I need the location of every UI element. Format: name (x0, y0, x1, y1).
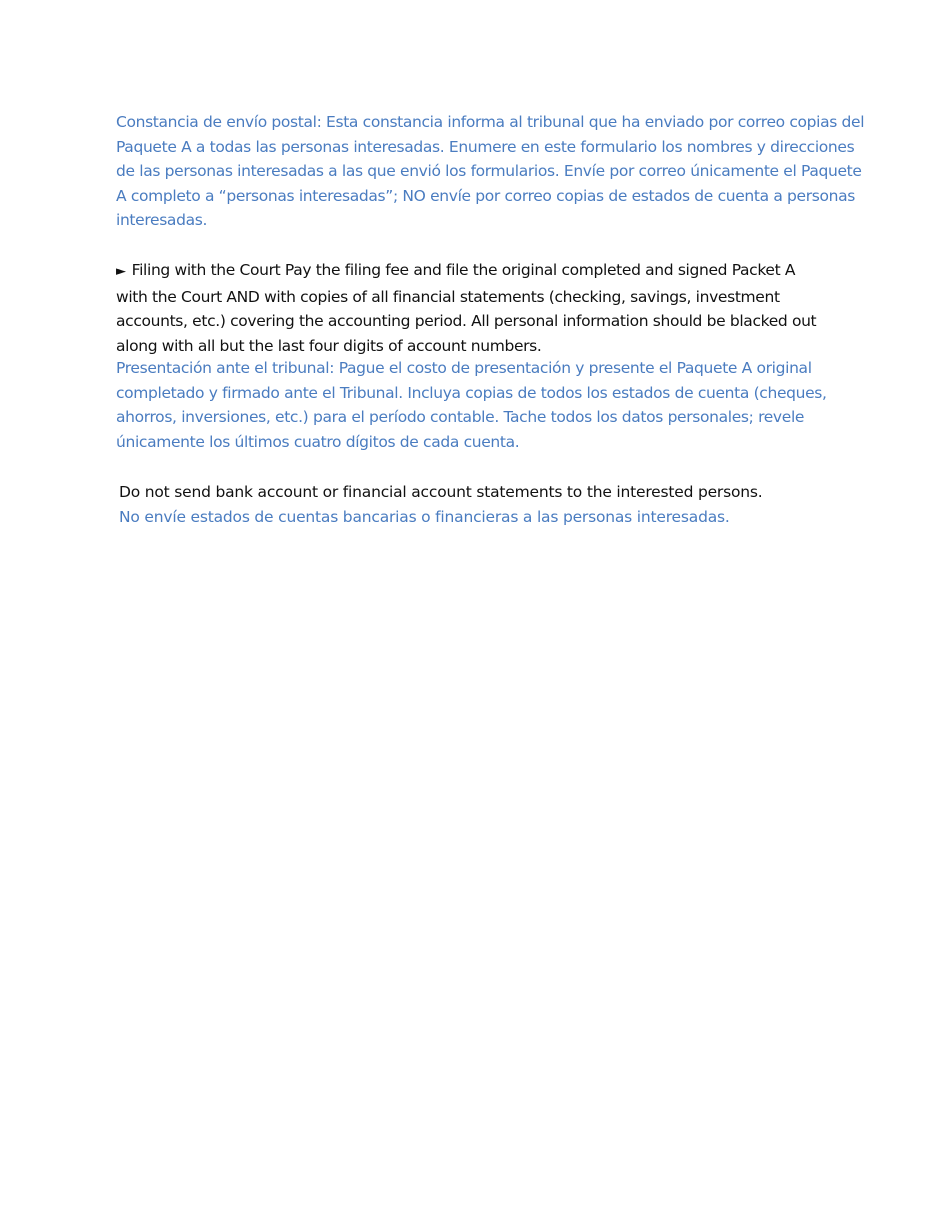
filing-with-court-english-text: Filing with the Court Pay the filing fee and file the original completed and signed Packet A with the Court AND with copies of all financial statements (checking, savings, investment accounts, etc.) covering the accounting period. All personal information should be blacked out along with all but the last four digits of account numbers. (116, 261, 817, 355)
proof-of-mailing-spanish: Constancia de envío postal: Esta constancia informa al tribunal que ha enviado por correo copias del Paquete A a todas las personas interesadas. Enumere en este formulario los nombres y direcciones de las personas interesadas a las que envió los formularios. Envíe por correo únicamente el Paquete A completo a “personas interesadas”; NO envíe por correo copias de estados de cuenta a personas interesadas. (116, 113, 865, 230)
filing-with-court-english (116, 258, 828, 358)
do-not-send-statements-english: Do not send bank account or financial account statements to the interested persons. (119, 483, 763, 501)
arrow-bullet-icon: ► (116, 264, 126, 279)
do-not-send-statements-spanish: No envíe estados de cuentas bancarias o financieras a las personas interesadas. (119, 508, 730, 526)
filing-with-court-spanish: Presentación ante el tribunal: Pague el costo de presentación y presente el Paquete A original completado y firmado ante el Tribunal. Incluya copias de todos los estados de cuenta (cheques, ahorros, inversiones, etc.) para el período contable. Tache todos los datos personales; revele únicamente los últimos cuatro dígitos de cada cuenta. (116, 359, 827, 451)
